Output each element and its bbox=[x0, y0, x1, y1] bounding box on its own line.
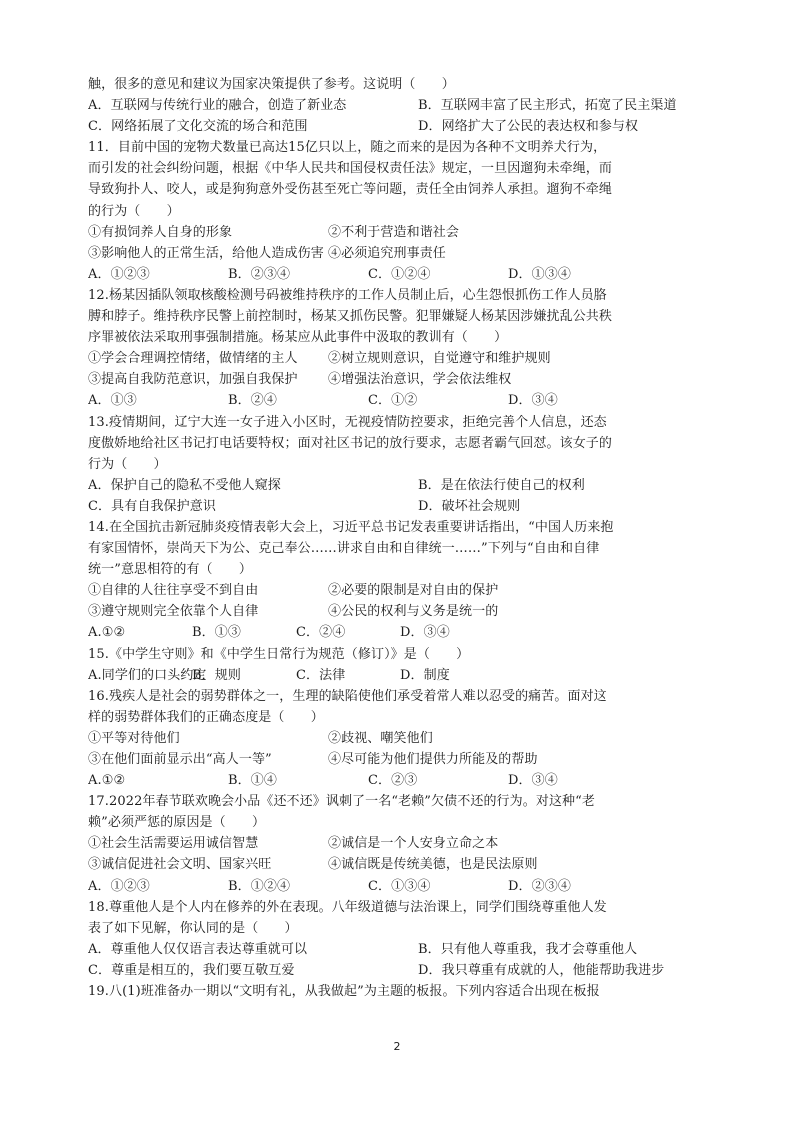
question-text-line: 行为（ ） bbox=[88, 456, 167, 472]
answer-option: ②树立规则意识，自觉遵守和维护规则 bbox=[328, 351, 551, 367]
answer-option: B．只有他人尊重我，我才会尊重他人 bbox=[418, 941, 638, 957]
question-text-line: 的行为（ ） bbox=[88, 203, 180, 219]
option-row bbox=[88, 243, 728, 264]
choice-option: D．②③④ bbox=[508, 878, 571, 894]
choice-option: A.①② bbox=[88, 773, 126, 789]
option-row bbox=[88, 222, 728, 243]
answer-option: ③在他们面前显示出“高人一等” bbox=[88, 752, 272, 767]
answer-option: C．网络拓展了文化交流的场合和范围 bbox=[88, 119, 308, 135]
choice-option: A．①③ bbox=[88, 393, 137, 409]
question-text-line: 表了如下见解，你认同的是（ ） bbox=[88, 920, 298, 936]
question-text-line: 13.疫情期间，辽宁大连一女子进入小区时，无视疫情防控要求，拒绝完善个人信息，还态 bbox=[88, 414, 607, 430]
option-row bbox=[88, 369, 728, 390]
answer-option: ①学会合理调控情绪，做情绪的主人 bbox=[88, 351, 298, 367]
choice-row bbox=[88, 665, 728, 686]
option-row bbox=[88, 939, 728, 960]
answer-option: C．具有自我保护意识 bbox=[88, 498, 216, 514]
answer-option: ①社会生活需要运用诚信智慧 bbox=[88, 836, 259, 852]
question-text-line: 19.八(1)班准备办一期以“文明有礼，从我做起”为主题的板报。下列内容适合出现在板报 bbox=[88, 984, 600, 1000]
answer-option: ①自律的人往往享受不到自由 bbox=[88, 583, 259, 599]
question-text-line: 14.在全国抗击新冠肺炎疫情表彰大会上，习近平总书记发表重要讲话指出，“中国人历来抱 bbox=[88, 519, 614, 535]
exam-page-body bbox=[88, 74, 728, 1002]
choice-option: C．②④ bbox=[296, 625, 346, 641]
choice-option: B．规则 bbox=[192, 667, 241, 683]
answer-option: ④尽可能为他们提供力所能及的帮助 bbox=[328, 752, 538, 767]
answer-option: B．是在依法行使自己的权利 bbox=[418, 477, 585, 493]
answer-option: A．尊重他人仅仅语言表达尊重就可以 bbox=[88, 941, 308, 957]
option-row bbox=[88, 580, 728, 601]
option-row bbox=[88, 496, 728, 517]
question-text-line: 触，很多的意见和建议为国家决策提供了参考。这说明（ ） bbox=[88, 77, 455, 92]
page-number: 2 bbox=[393, 1040, 401, 1053]
answer-option: ②必要的限制是对自由的保护 bbox=[328, 583, 499, 599]
choice-option: B．②④ bbox=[228, 393, 277, 409]
choice-row bbox=[88, 622, 728, 643]
option-row bbox=[88, 348, 728, 369]
option-row bbox=[88, 601, 728, 622]
choice-option: B．①④ bbox=[228, 773, 277, 789]
answer-option: D．网络扩大了公民的表达权和参与权 bbox=[418, 119, 639, 135]
choice-option: A．①②③ bbox=[88, 878, 150, 894]
choice-option: B．①③ bbox=[192, 625, 241, 641]
option-row bbox=[88, 960, 728, 981]
choice-option: A.同学们的口头约定 bbox=[88, 667, 207, 683]
question-text-line: 序罪被依法采取刑事强制措施。杨某应从此事件中汲取的教训有（ ） bbox=[88, 330, 508, 346]
question-text-line: 16.残疾人是社会的弱势群体之一，生理的缺陷使他们承受着常人难以忍受的痛苦。面对这 bbox=[88, 688, 607, 704]
question-text-line: 12.杨某因插队领取核酸检测号码被维持秩序的工作人员制止后，心生怨恨抓伤工作人员胳 bbox=[88, 287, 607, 303]
answer-option: ③影响他人的正常生活，给他人造成伤害 bbox=[88, 245, 324, 261]
answer-option: B．互联网丰富了民主形式，拓宽了民主渠道 bbox=[418, 98, 677, 114]
question-text-line: 18.尊重他人是个人内在修养的外在表现。八年级道德与法治课上，同学们围绕尊重他人发 bbox=[88, 899, 607, 915]
choice-option: B．②③④ bbox=[228, 266, 291, 282]
answer-option: ①有损饲养人自身的形象 bbox=[88, 224, 233, 240]
answer-option: ①平等对待他们 bbox=[88, 730, 180, 746]
question-text-line: 样的弱势群体我们的正确态度是（ ） bbox=[88, 709, 324, 725]
answer-option: ④必须追究刑事责任 bbox=[328, 245, 446, 261]
choice-row bbox=[88, 770, 728, 791]
choice-option: D．制度 bbox=[400, 667, 450, 683]
option-row bbox=[88, 749, 728, 770]
answer-option: ④诚信既是传统美德，也是民法原则 bbox=[328, 857, 538, 873]
answer-option: ③诚信促进社会文明、国家兴旺 bbox=[88, 857, 272, 873]
answer-option: ④增强法治意识，学会依法维权 bbox=[328, 372, 512, 388]
choice-row bbox=[88, 264, 728, 285]
choice-option: C．①③④ bbox=[368, 878, 431, 894]
answer-option: A．保护自己的隐私不受他人窥探 bbox=[88, 477, 281, 493]
choice-option: C．法律 bbox=[296, 667, 346, 683]
answer-option: ②不利于营造和谐社会 bbox=[328, 224, 460, 240]
choice-option: D．③④ bbox=[508, 393, 558, 409]
choice-row bbox=[88, 876, 728, 897]
option-row bbox=[88, 475, 728, 496]
question-text-line: 导致狗扑人、咬人，或是狗狗意外受伤甚至死亡等问题，责任全由饲养人承担。遛狗不牵绳 bbox=[88, 182, 613, 198]
option-row bbox=[88, 95, 728, 116]
answer-option: ④公民的权利与义务是统一的 bbox=[328, 604, 499, 620]
question-text-line: 17.2022年春节联欢晚会小品《还不还》讽刺了一名“老赖”欠债不还的行为。对这种“老 bbox=[88, 794, 595, 810]
option-row bbox=[88, 728, 728, 749]
choice-option: B．①②④ bbox=[228, 878, 291, 894]
question-text-line: 15.《中学生守则》和《中学生日常行为规范（修订）》是（ ） bbox=[88, 646, 470, 662]
option-row bbox=[88, 116, 728, 137]
choice-option: C．①②④ bbox=[368, 266, 431, 282]
choice-option: D．①③④ bbox=[508, 266, 571, 282]
question-text-line: 而引发的社会纠纷问题，根据《中华人民共和国侵权责任法》规定，一旦因遛狗未牵绳，而 bbox=[88, 161, 613, 177]
answer-option: ③提高自我防范意识，加强自我保护 bbox=[88, 372, 298, 388]
answer-option: ②诚信是一个人安身立命之本 bbox=[328, 836, 499, 852]
question-text-line: 度傲娇地给社区书记打电话要特权；面对社区书记的放行要求，志愿者霸气回怼。该女子的 bbox=[88, 435, 613, 451]
question-text-line: 有家国情怀，崇尚天下为公、克己奉公……讲求自由和自律统一……”下列与“自由和自律 bbox=[88, 541, 600, 557]
answer-option: A．互联网与传统行业的融合，创造了新业态 bbox=[88, 98, 347, 114]
option-row bbox=[88, 854, 728, 875]
answer-option: C．尊重是相互的，我们要互敬互爱 bbox=[88, 962, 295, 978]
choice-option: D．③④ bbox=[400, 625, 450, 641]
question-text-line: 膊和脖子。维持秩序民警上前控制时，杨某又抓伤民警。犯罪嫌疑人杨某因涉嫌扰乱公共秩 bbox=[88, 309, 613, 325]
choice-option: A．①②③ bbox=[88, 266, 150, 282]
choice-option: C．①② bbox=[368, 393, 418, 409]
answer-option: ③遵守规则完全依靠个人自律 bbox=[88, 604, 259, 620]
choice-option: A.①② bbox=[88, 625, 126, 641]
option-row bbox=[88, 833, 728, 854]
question-text-line: 赖”必须严惩的原因是（ ） bbox=[88, 815, 266, 831]
choice-option: C．②③ bbox=[368, 773, 418, 789]
question-text-line: 统一”意思相符的有（ ） bbox=[88, 562, 252, 578]
answer-option: D．破坏社会规则 bbox=[418, 498, 521, 514]
answer-option: ②歧视、嘲笑他们 bbox=[328, 730, 433, 746]
answer-option: D．我只尊重有成就的人，他能帮助我进步 bbox=[418, 962, 665, 978]
choice-row bbox=[88, 390, 728, 411]
choice-option: D．③④ bbox=[508, 773, 558, 789]
question-text-line: 11．目前中国的宠物犬数量已高达15亿只以上，随之而来的是因为各种不文明养犬行为， bbox=[88, 140, 607, 156]
